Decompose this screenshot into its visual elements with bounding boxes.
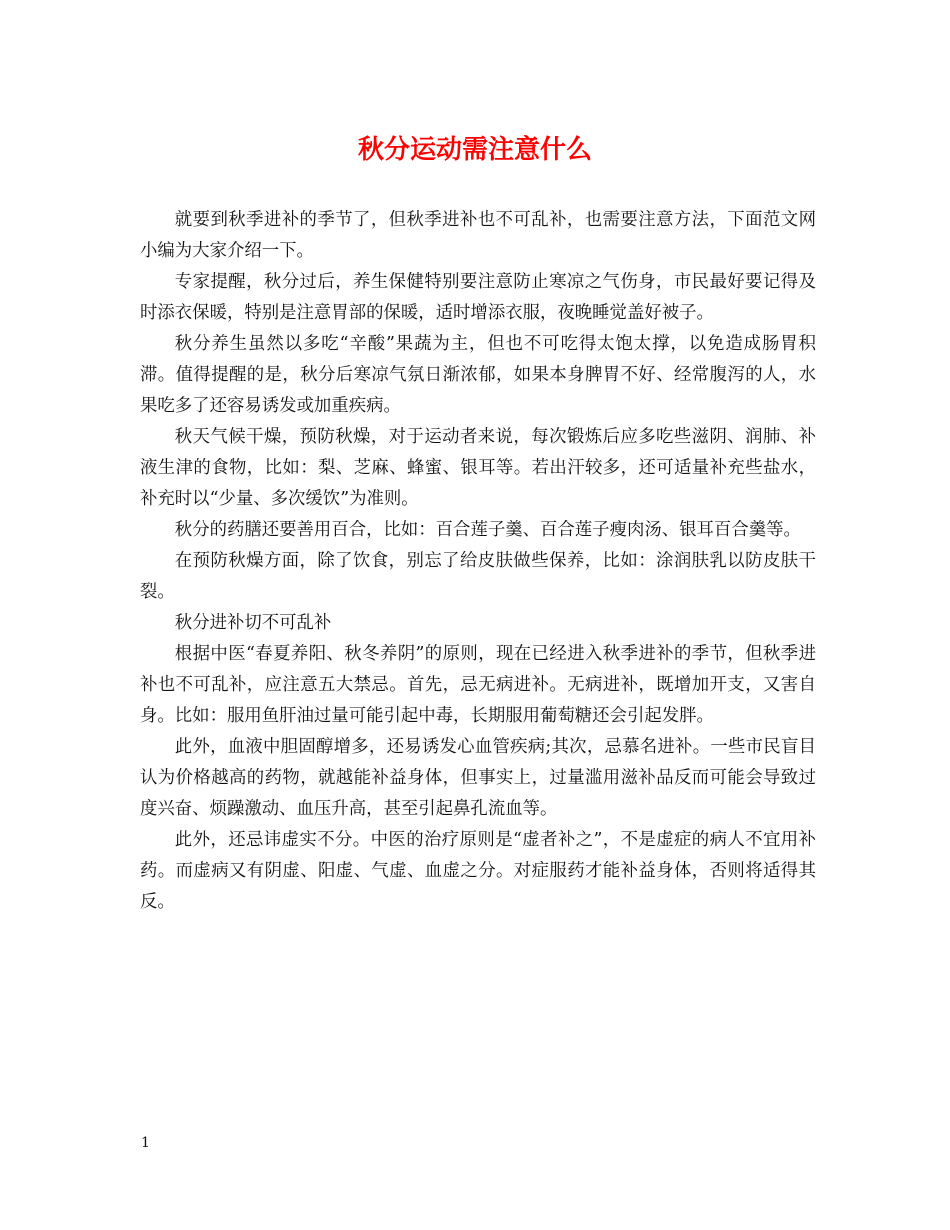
paragraph: 就要到秋季进补的季节了，但秋季进补也不可乱补，也需要注意方法，下面范文网小编为大家介绍一下。 <box>140 210 816 261</box>
paragraph: 根据中医“春夏养阳、秋冬养阴”的原则，现在已经进入秋季进补的季节，但秋季进补也不可乱补，应注意五大禁忌。首先，忌无病进补。无病进补，既增加开支，又害自身。比如：服用鱼肝油过量可能引起中毒，长期服用葡萄糖还会引起发胖。 <box>140 644 816 726</box>
page-number: 1 <box>141 1135 150 1151</box>
section-heading: 秋分进补切不可乱补 <box>174 613 332 633</box>
paragraph: 秋天气候干燥，预防秋燥，对于运动者来说，每次锻炼后应多吃些滋阴、润肺、补液生津的食物，比如：梨、芝麻、蜂蜜、银耳等。若出汗较多，还可适量补充些盐水，补充时以“少量、多次缓饮”为准则。 <box>140 427 816 509</box>
paragraph: 秋分的药膳还要善用百合，比如：百合莲子羹、百合莲子瘦肉汤、银耳百合羹等。 <box>174 520 801 540</box>
paragraph: 在预防秋燥方面，除了饮食，别忘了给皮肤做些保养，比如：涂润肤乳以防皮肤干裂。 <box>140 551 816 602</box>
paragraph: 专家提醒，秋分过后，养生保健特别要注意防止寒凉之气伤身，市民最好要记得及时添衣保暖，特别是注意胃部的保暖，适时增添衣服，夜晚睡觉盖好被子。 <box>140 272 816 323</box>
document-title: 秋分运动需注意什么 <box>357 135 592 165</box>
document-body <box>140 205 816 918</box>
paragraph: 此外，还忌讳虚实不分。中医的治疗原则是“虚者补之”，不是虚症的病人不宜用补药。而虚病又有阴虚、阳虚、气虚、血虚之分。对症服药才能补益身体，否则将适得其反。 <box>140 830 816 912</box>
paragraph: 秋分养生虽然以多吃“辛酸”果蔬为主，但也不可吃得太饱太撑，以免造成肠胃积滞。值得提醒的是，秋分后寒凉气氛日渐浓郁，如果本身脾胃不好、经常腹泻的人，水果吃多了还容易诱发或加重疾病。 <box>140 334 816 416</box>
paragraph: 此外，血液中胆固醇增多，还易诱发心血管疾病;其次，忌慕名进补。一些市民盲目认为价格越高的药物，就越能补益身体，但事实上，过量滥用滋补品反而可能会导致过度兴奋、烦躁激动、血压升高，甚至引起鼻孔流血等。 <box>140 737 816 819</box>
